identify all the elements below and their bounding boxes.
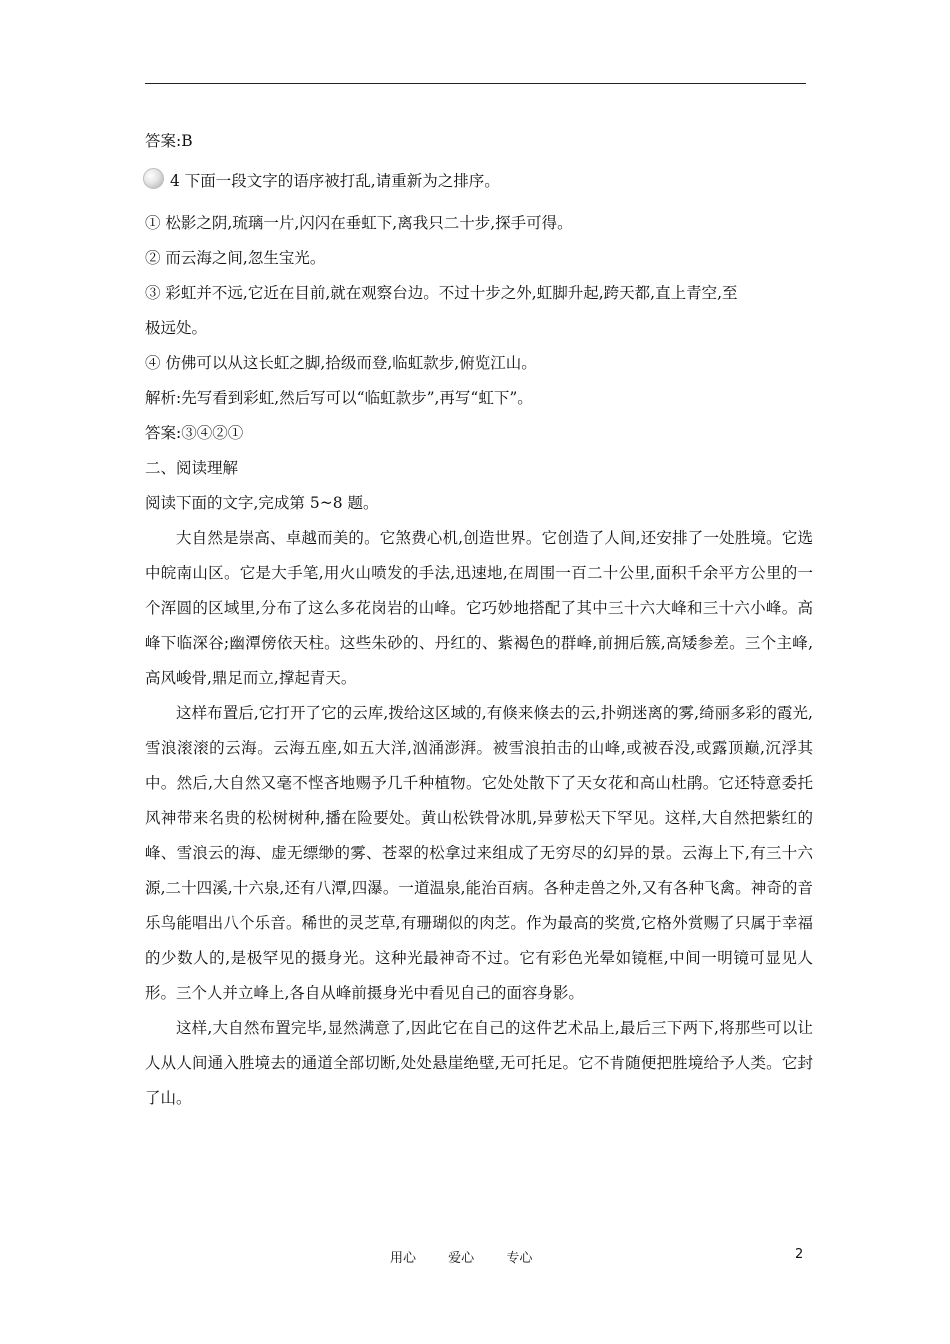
list-item: ③ 彩虹并不远,它近在目前,就在观察台边。不过十步之外,虹脚升起,跨天都,直上青空,至 [145, 284, 738, 302]
page-content [145, 124, 813, 1116]
list-item: ① 松影之阴,琉璃一片,闪闪在垂虹下,离我只二十步,探手可得。 [145, 214, 573, 232]
answer-line: 答案:B [145, 132, 193, 150]
section-heading: 二、阅读理解 [145, 459, 239, 477]
reading-paragraph: 大自然是崇高、卓越而美的。它煞费心机,创造世界。它创造了人间,还安排了一处胜境。它选中皖南山区。它是大手笔,用火山喷发的手法,迅速地,在周围一百二十公里,面积千余平方公里的一个浑圆的区域里,分布了这么多花岗岩的山峰。它巧妙地搭配了其中三十六大峰和三十六小峰。高峰下临深谷;幽潭傍依天柱。这些朱砂的、丹红的、紫褐色的群峰,前拥后簇,高矮参差。三个主峰,高风峻骨,鼎足而立,撑起青天。 [145, 529, 813, 687]
bullet-circle-icon [143, 168, 164, 189]
instruction-line: 阅读下面的文字,完成第 5~8 题。 [145, 494, 379, 512]
reading-paragraph: 这样布置后,它打开了它的云库,拨给这区域的,有倏来倏去的云,扑朔迷离的雾,绮丽多彩的霞光,雪浪滚滚的云海。云海五座,如五大洋,汹涌澎湃。被雪浪拍击的山峰,或被吞没,或露顶巅,沉浮其中。然后,大自然又毫不悭吝地赐予几千种植物。它处处散下了天女花和高山杜鹃。它还特意委托风神带来名贵的松树树种,播在险要处。黄山松铁骨冰肌,异萝松天下罕见。这样,大自然把紫红的峰、雪浪云的海、虚无缥缈的雾、苍翠的松拿过来组成了无穷尽的幻异的景。云海上下,有三十六源,二十四溪,十六泉,还有八潭,四瀑。一道温泉,能治百病。各种走兽之外,又有各种飞禽。神奇的音乐鸟能唱出八个乐音。稀世的灵芝草,有珊瑚似的肉芝。作为最高的奖赏,它格外赏赐了只属于幸福的少数人的,是极罕见的摄身光。这种光最神奇不过。它有彩色光晕如镜框,中间一明镜可显见人形。三个人并立峰上,各自从峰前摄身光中看见自己的面容身影。 [145, 704, 813, 1002]
reading-paragraph: 这样,大自然布置完毕,显然满意了,因此它在自己的这件艺术品上,最后三下两下,将那些可以让人从人间通入胜境去的通道全部切断,处处悬崖绝壁,无可托足。它不肯随便把胜境给予人类。它封了山。 [145, 1019, 813, 1107]
analysis-line: 解析:先写看到彩虹,然后写可以“临虹款步”,再写“虹下”。 [145, 389, 533, 407]
footer-word: 专心 [506, 1251, 533, 1266]
list-item-continuation: 极远处。 [145, 319, 208, 337]
footer-motto [390, 1247, 560, 1266]
page-number: 2 [795, 1247, 804, 1262]
question-4-text: 4 下面一段文字的语序被打乱,请重新为之排序。 [170, 172, 500, 190]
footer-word: 爱心 [448, 1251, 475, 1266]
answer-line: 答案:③④②① [145, 424, 244, 442]
footer-word: 用心 [390, 1251, 417, 1266]
list-item: ② 而云海之间,忽生宝光。 [145, 249, 326, 267]
header-rule [145, 83, 806, 84]
question-4 [145, 159, 813, 203]
list-item: ④ 仿佛可以从这长虹之脚,拾级而登,临虹款步,俯览江山。 [145, 354, 537, 372]
